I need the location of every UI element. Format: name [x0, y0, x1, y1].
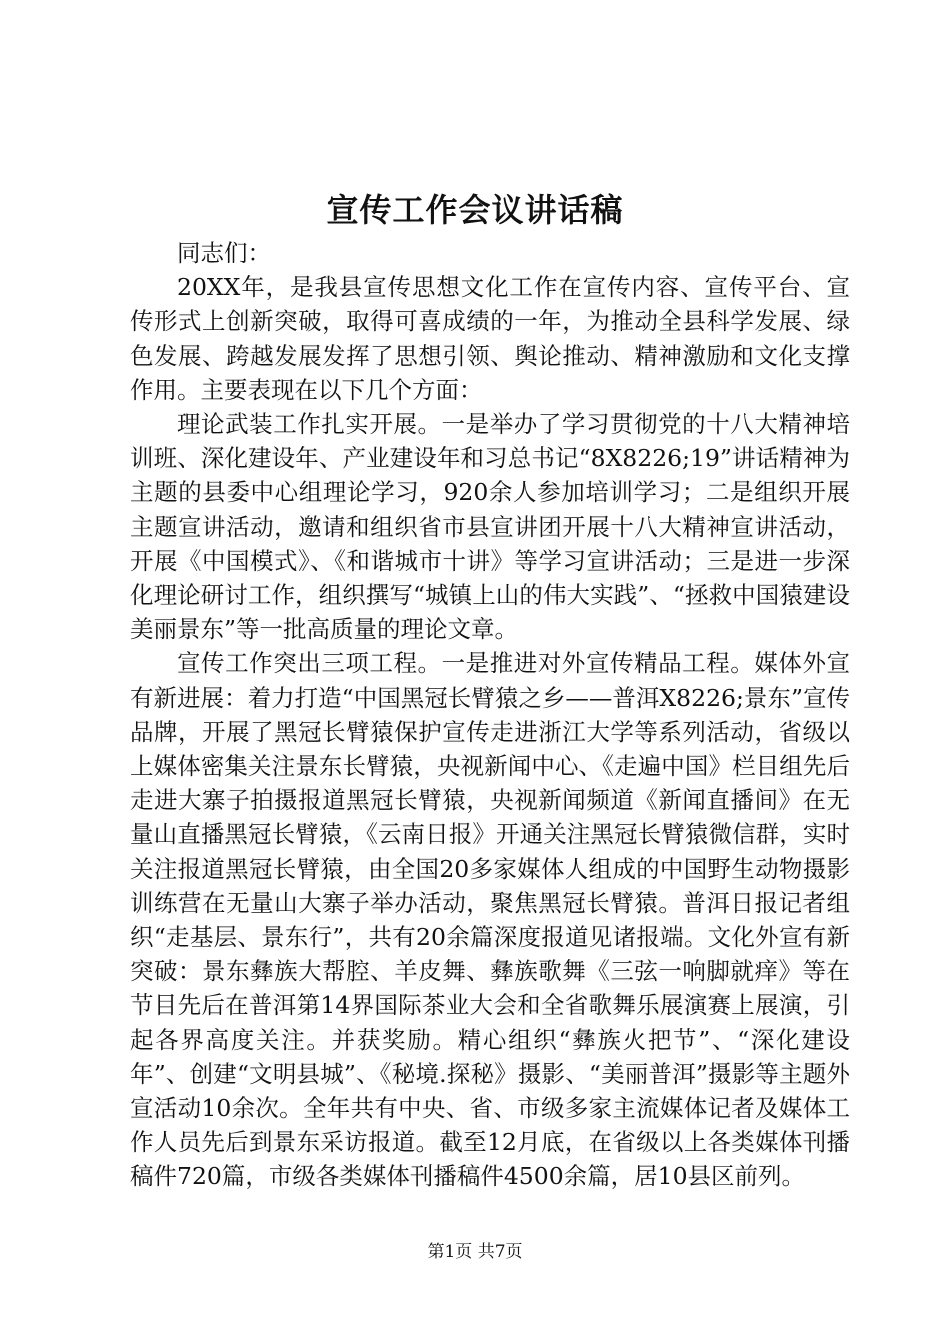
page-number-footer: 第1页 共7页	[427, 1242, 523, 1262]
salutation: 同志们：	[177, 239, 271, 267]
document-title: 宣传工作会议讲话稿	[326, 191, 624, 229]
paragraph-publicity: 宣传工作突出三项工程。一是推进对外宣传精品工程。媒体外宣有新进展：着力打造“中国黑冠长臂猿之乡——普洱X8226;景东”宣传品牌，开展了黑冠长臂猿保护宣传走进浙江大学等系列活动，省级以上媒体密集关注景东长臂猿，央视新闻中心、《走遍中国》栏目组先后走进大寨子拍摄报道黑冠长臂猿，央视新闻频道《新闻直播间》在无量山直播黑冠长臂猿，《云南日报》开通关注黑冠长臂猿微信群，实时关注报道黑冠长臂猿，由全国20多家媒体人组成的中国野生动物摄影训练营在无量山大寨子举办活动，聚焦黑冠长臂猿。普洱日报记者组织“走基层、景东行”，共有20余篇深度报道见诸报端。文化外宣有新突破：景东彝族大帮腔、羊皮舞、彝族歌舞《三弦一响脚就痒》等在节目先后在普洱第14界国际茶业大会和全省歌舞乐展演赛上展演，引起各界高度关注。并获奖励。精心组织“彝族火把节”、“深化建设年”、创建“文明县城”、《秘境.探秘》摄影、“美丽普洱”摄影等主题外宣活动10余次。全年共有中央、省、市级多家主流媒体记者及媒体工作人员先后到景东采访报道。截至12月底，在省级以上各类媒体刊播稿件720篇，市级各类媒体刊播稿件4500余篇，居10县区前列。	[130, 649, 850, 1191]
paragraph-theory: 理论武装工作扎实开展。一是举办了学习贯彻党的十八大精神培训班、深化建设年、产业建设年和习总书记“8X8226;19”讲话精神为主题的县委中心组理论学习，920余人参加培训学习；二是组织开展主题宣讲活动，邀请和组织省市县宣讲团开展十八大精神宣讲活动，开展《中国模式》、《和谐城市十讲》等学习宣讲活动；三是进一步深化理论研讨工作，组织撰写“城镇上山的伟大实践”、“拯救中国猿建设美丽景东”等一批高质量的理论文章。	[130, 410, 850, 644]
document-body	[130, 236, 850, 1194]
paragraph-intro: 20XX年，是我县宣传思想文化工作在宣传内容、宣传平台、宣传形式上创新突破，取得可喜成绩的一年，为推动全县科学发展、绿色发展、跨越发展发挥了思想引领、舆论推动、精神激励和文化支撑作用。主要表现在以下几个方面：	[130, 273, 850, 404]
